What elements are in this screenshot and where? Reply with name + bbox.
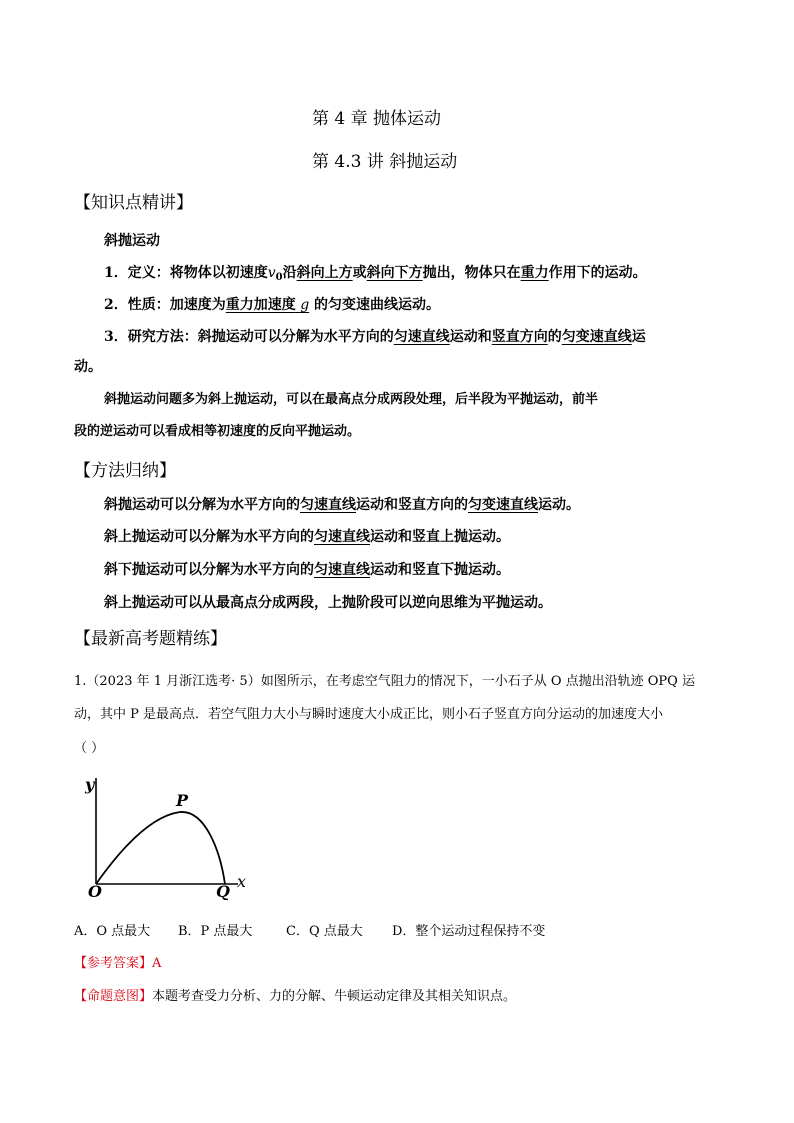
summary-line-4: 斜上抛运动可以从最高点分成两段，上抛阶段可以逆向思维为平抛运动。 (104, 595, 552, 611)
point-q-label: Q (216, 882, 230, 900)
option-d: D．整个运动过程保持不变 (392, 924, 546, 939)
trajectory-curve (96, 812, 225, 884)
chapter-title: 第 4 章 抛体运动 (312, 109, 442, 129)
question-1-blank: （ ） (74, 741, 105, 756)
x-axis-label: x (237, 872, 247, 891)
property-line: 2．性质：加速度为重力加速度 g 的匀变速曲线运动。 (104, 297, 441, 313)
note-line-1: 斜抛运动问题多为斜上抛运动，可以在最高点分成两段处理，后半段为平抛运动，前半 (104, 392, 599, 407)
lecture-title: 第 4.3 讲 斜抛运动 (312, 152, 458, 172)
question-1-line-1: 1.（2023 年 1 月浙江选考· 5）如图所示，在考虑空气阻力的情况下，一小石子从 O 点抛出沿轨迹 OPQ 运 (74, 674, 695, 689)
definition-line: 1．定义：将物体以初速度$v_0$沿斜向上方或斜向下方抛出，物体只在重力作用下的运动。 (104, 265, 647, 283)
point-p-label: P (176, 791, 189, 810)
note-line-2: 段的逆运动可以看成相等初速度的反向平抛运动。 (74, 424, 361, 439)
reference-answer: 【参考答案】A (74, 956, 162, 971)
option-b: B．P 点最大 (178, 924, 253, 939)
method-line-1: 3．研究方法：斜抛运动可以分解为水平方向的匀速直线运动和竖直方向的匀变速直线运 (104, 329, 646, 345)
question-intent: 【命题意图】本题考查受力分析、力的分解、牛顿运动定律及其相关知识点。 (74, 989, 517, 1004)
summary-line-1: 斜抛运动可以分解为水平方向的匀速直线运动和竖直方向的匀变速直线运动。 (104, 497, 580, 513)
summary-line-3: 斜下抛运动可以分解为水平方向的匀速直线运动和竖直下抛运动。 (104, 562, 510, 578)
section-heading-knowledge: 【知识点精讲】 (74, 193, 193, 213)
subheading-oblique-projectile: 斜抛运动 (104, 233, 160, 249)
trajectory-figure (80, 770, 260, 900)
summary-line-2: 斜上抛运动可以分解为水平方向的匀速直线运动和竖直上抛运动。 (104, 529, 510, 545)
option-c: C．Q 点最大 (286, 924, 363, 939)
point-o-label: O (88, 882, 102, 900)
y-axis-label: y (85, 775, 95, 794)
section-heading-summary: 【方法归纳】 (74, 461, 176, 481)
section-heading-exam: 【最新高考题精练】 (74, 629, 227, 649)
method-line-2: 动。 (74, 359, 102, 375)
question-1-line-2: 动，其中 P 是最高点．若空气阻力大小与瞬时速度大小成正比，则小石子竖直方向分运动的加速度大小 (74, 707, 664, 722)
option-a: A．O 点最大 (74, 924, 151, 939)
